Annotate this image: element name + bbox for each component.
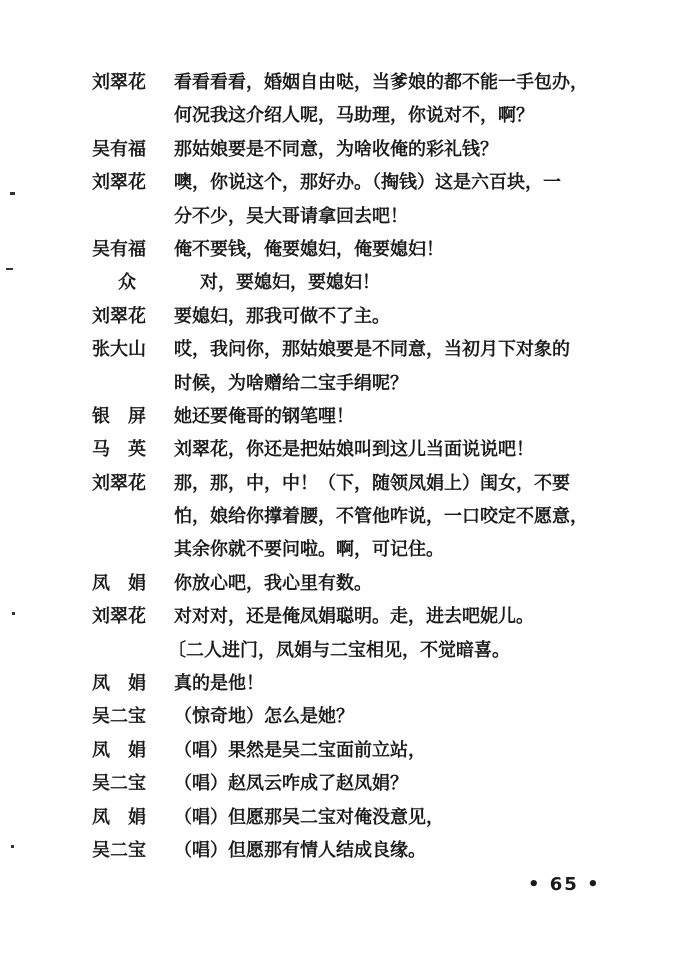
dialogue-line bbox=[92, 433, 632, 466]
dialogue-text: 那，那，中，中！（下，随领凤娟上）闺女，不要 bbox=[174, 472, 570, 494]
page-number: • 65 • bbox=[528, 874, 601, 895]
dialogue-text: 对对对，还是俺凤娟聪明。走，进去吧妮儿。 bbox=[174, 606, 534, 628]
speaker-name: 吴二宝 bbox=[92, 773, 146, 795]
dialogue-text: （唱）但愿那有情人结成良缘。 bbox=[174, 839, 426, 861]
speaker-name: 刘翠花 bbox=[92, 472, 146, 494]
dialogue-text: 俺不要钱，俺要媳妇，俺要媳妇！ bbox=[174, 238, 444, 260]
dialogue-text: （唱）赵凤云咋成了赵凤娟？ bbox=[174, 773, 408, 795]
dialogue-line bbox=[92, 266, 632, 299]
scan-mark bbox=[12, 612, 15, 615]
dialogue-text: 刘翠花，你还是把姑娘叫到这儿当面说说吧！ bbox=[174, 439, 534, 461]
dialogue-text: 哎，我问你，那姑娘要是不同意，当初月下对象的 bbox=[174, 339, 570, 361]
dialogue-line bbox=[92, 801, 632, 834]
dialogue-line bbox=[92, 734, 632, 767]
dialogue-line bbox=[92, 667, 632, 700]
dialogue-line bbox=[92, 634, 632, 667]
dialogue-line bbox=[92, 99, 632, 132]
speaker-name: 吴有福 bbox=[92, 138, 146, 160]
dialogue-text: 她还要俺哥的钢笔哩！ bbox=[174, 405, 354, 427]
dialogue-text: 噢，你说这个，那好办。（掏钱）这是六百块，一 bbox=[174, 172, 561, 194]
speaker-name: 马 英 bbox=[92, 439, 146, 461]
dialogue-line bbox=[92, 367, 632, 400]
dialogue-line bbox=[92, 133, 632, 166]
dialogue-text: 时候，为啥赠给二宝手绢呢？ bbox=[174, 372, 408, 394]
speaker-name: 众 bbox=[118, 272, 136, 294]
dialogue-line bbox=[92, 767, 632, 800]
scan-mark bbox=[6, 268, 13, 270]
speaker-name: 张大山 bbox=[92, 339, 146, 361]
speaker-name: 凤 娟 bbox=[92, 806, 146, 828]
dialogue-line bbox=[92, 500, 632, 533]
dialogue-line bbox=[92, 700, 632, 733]
speaker-name: 凤 娟 bbox=[92, 572, 146, 594]
dialogue-line bbox=[92, 567, 632, 600]
dialogue-text: 要媳妇，那我可做不了主。 bbox=[174, 305, 390, 327]
dialogue-line bbox=[92, 233, 632, 266]
dialogue-line bbox=[92, 834, 632, 867]
dialogue-text: 看看看看，婚姻自由哒，当爹娘的都不能一手包办， bbox=[174, 72, 588, 93]
script-dialogue bbox=[92, 66, 632, 867]
speaker-name: 银 屏 bbox=[92, 405, 146, 427]
dialogue-line bbox=[92, 300, 632, 333]
dialogue-line bbox=[92, 200, 632, 233]
dialogue-line bbox=[92, 333, 632, 366]
dialogue-line bbox=[92, 166, 632, 199]
speaker-name: 凤 娟 bbox=[92, 739, 146, 761]
dialogue-line bbox=[92, 533, 632, 566]
speaker-name: 刘翠花 bbox=[92, 606, 146, 628]
dialogue-text: 〔二人进门，凤娟与二宝相见，不觉暗喜。 bbox=[168, 639, 510, 661]
dialogue-text: 你放心吧，我心里有数。 bbox=[174, 572, 372, 594]
dialogue-text: 何况我这介绍人呢，马助理，你说对不，啊？ bbox=[174, 105, 534, 127]
speaker-name: 刘翠花 bbox=[92, 305, 146, 327]
dialogue-text: 怕，娘给你撑着腰，不管他咋说，一口咬定不愿意， bbox=[174, 506, 588, 528]
dialogue-text: （唱）果然是吴二宝面前立站， bbox=[174, 739, 426, 761]
dialogue-text: （唱）但愿那吴二宝对俺没意见， bbox=[174, 806, 444, 828]
speaker-name: 刘翠花 bbox=[92, 172, 146, 194]
dialogue-text: （惊奇地）怎么是她？ bbox=[174, 706, 354, 728]
dialogue-text: 其余你就不要问啦。啊，可记住。 bbox=[174, 539, 444, 561]
dialogue-text: 真的是他！ bbox=[174, 673, 264, 695]
speaker-name: 吴二宝 bbox=[92, 839, 146, 861]
scan-mark bbox=[10, 192, 15, 195]
dialogue-text: 那姑娘要是不同意，为啥收俺的彩礼钱？ bbox=[174, 138, 498, 160]
dialogue-line bbox=[92, 467, 632, 500]
speaker-name: 刘翠花 bbox=[92, 72, 146, 93]
dialogue-line bbox=[92, 400, 632, 433]
speaker-name: 凤 娟 bbox=[92, 673, 146, 695]
dialogue-line bbox=[92, 600, 632, 633]
dialogue-text: 对，要媳妇，要媳妇！ bbox=[200, 272, 380, 294]
scan-mark bbox=[11, 845, 14, 848]
speaker-name: 吴二宝 bbox=[92, 706, 146, 728]
dialogue-text: 分不少，吴大哥请拿回去吧！ bbox=[174, 205, 408, 227]
speaker-name: 吴有福 bbox=[92, 238, 146, 260]
dialogue-line bbox=[92, 66, 632, 99]
